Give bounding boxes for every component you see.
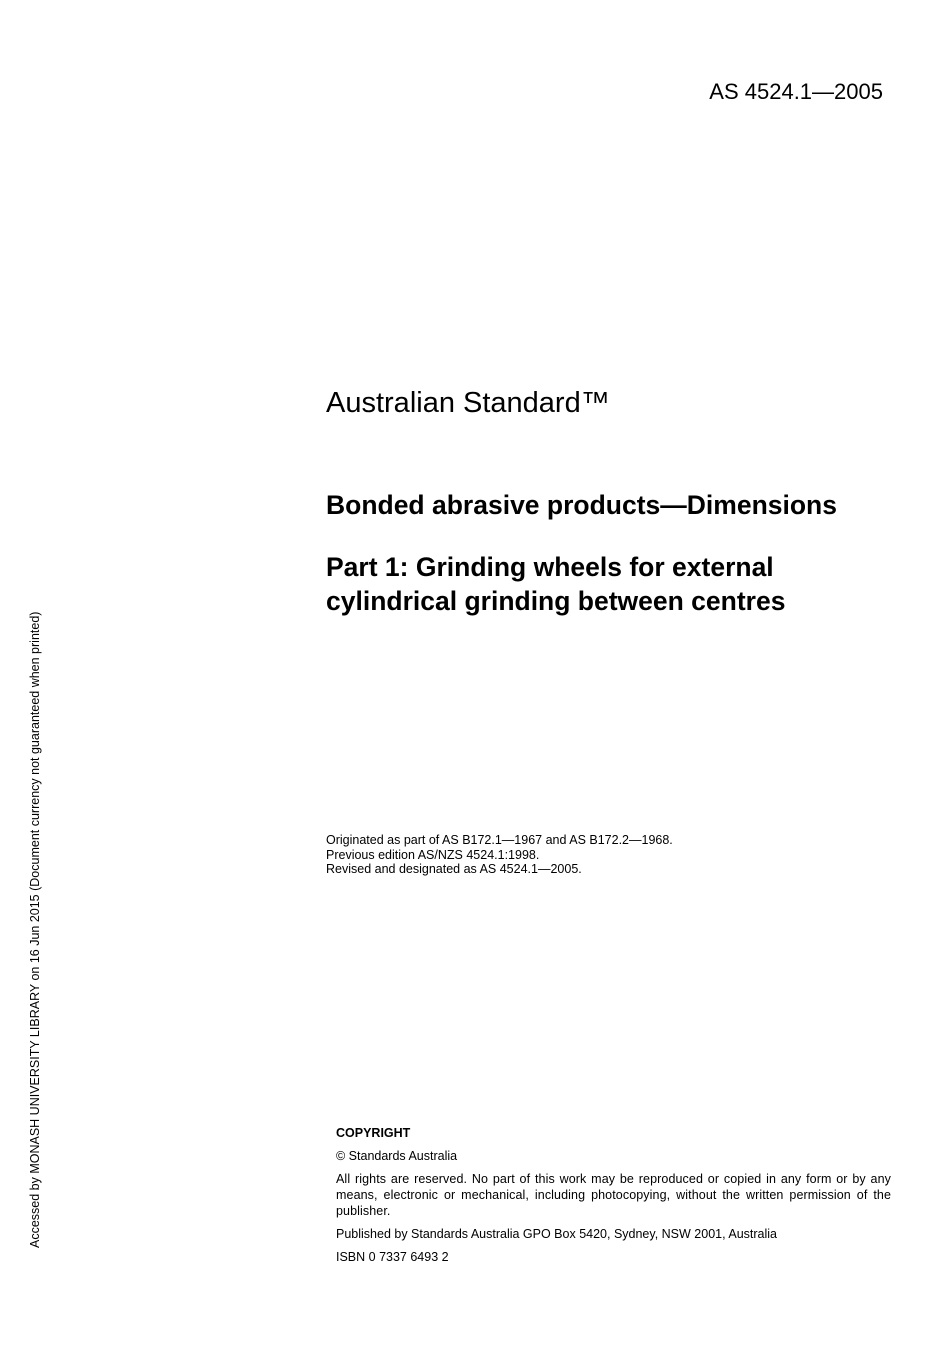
history-line: Revised and designated as AS 4524.1—2005. (326, 862, 582, 876)
part-title-line: cylindrical grinding between centres (326, 586, 786, 616)
copyright-heading: COPYRIGHT (336, 1126, 411, 1140)
publisher-address: Published by Standards Australia GPO Box 5420, Sydney, NSW 2001, Australia (336, 1227, 777, 1241)
document-title: Bonded abrasive products—Dimensions (326, 490, 837, 520)
history-line: Originated as part of AS B172.1—1967 and AS B172.2—1968. (326, 833, 673, 847)
history-line: Previous edition AS/NZS 4524.1:1998. (326, 847, 540, 862)
series-title: Australian Standard™ (326, 387, 610, 419)
part-title-line: Part 1: Grinding wheels for external (326, 552, 774, 582)
copyright-block (336, 1125, 891, 1272)
publication-history (326, 833, 673, 877)
document-number: AS 4524.1—2005 (709, 79, 883, 104)
rights-statement: All rights are reserved. No part of this work may be reproduced or copied in any form or by any means, electronic or mechanical, including photocopying, without the written permission of the publisher. (336, 1172, 891, 1218)
access-watermark-note: Accessed by MONASH UNIVERSITY LIBRARY on 16 Jun 2015 (Document currency not guaranteed when printed) (28, 611, 42, 1248)
copyright-holder: © Standards Australia (336, 1149, 458, 1163)
part-title (326, 550, 896, 618)
isbn: ISBN 0 7337 6493 2 (336, 1250, 449, 1264)
